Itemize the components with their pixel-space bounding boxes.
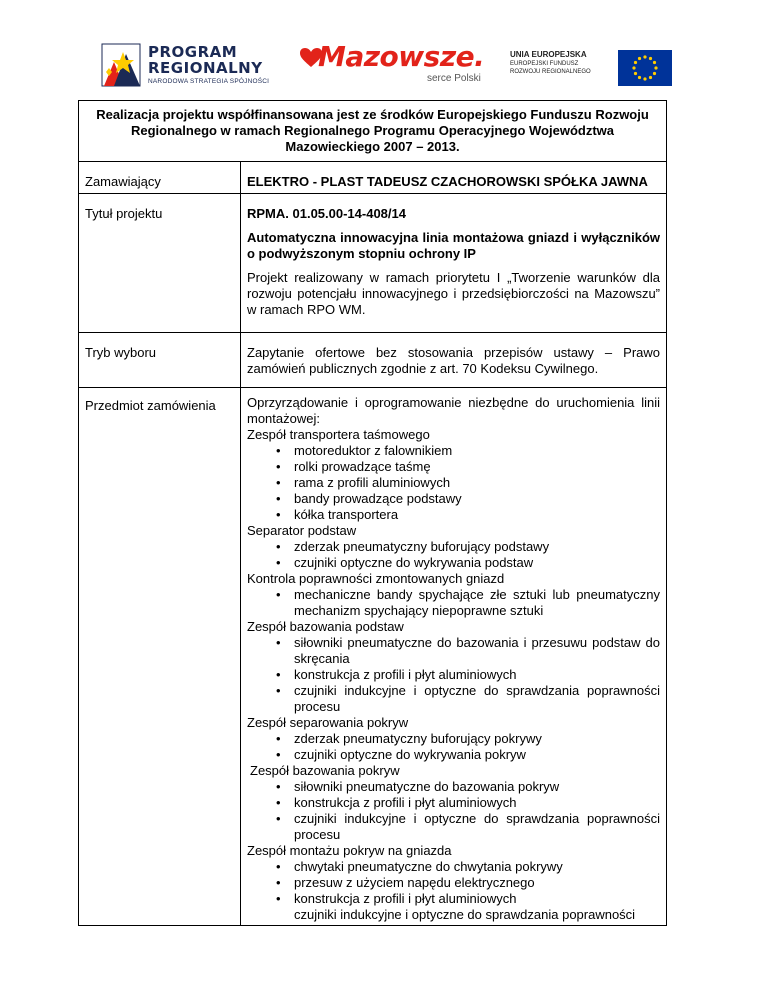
strategy-caption: NARODOWA STRATEGIA SPÓJNOŚCI (148, 78, 270, 85)
group-title: Zespół bazowania podstaw (247, 619, 404, 634)
project-name: Automatyczna innowacyjna linia montażowa gniazd i wyłączników o podwyższonym stopniu ochrony IP (247, 230, 661, 261)
list-item: • siłowniki pneumatyczne do bazowania pokryw (294, 779, 660, 795)
label-tryb: Tryb wyboru (79, 333, 241, 388)
value-zamawiajacy: ELEKTRO - PLAST TADEUSZ CZACHOROWSKI SPÓŁKA JAWNA (241, 162, 667, 194)
label-zamawiajacy: Zamawiający (79, 162, 241, 194)
list-item: • rama z profili aluminiowych (294, 475, 660, 491)
list-item: • konstrukcja z profili i płyt aluminiowych (294, 795, 660, 811)
list-item: • zderzak pneumatyczny buforujący pokrywy (294, 731, 660, 747)
label-tytul: Tytuł projektu (79, 194, 241, 333)
list-item: • czujniki indukcyjne i optyczne do sprawdzania poprawności procesu (294, 811, 660, 843)
list-item: • rolki prowadzące taśmę (294, 459, 660, 475)
program-regionalny-logo (100, 42, 270, 88)
project-number: RPMA. 01.05.00-14-408/14 (247, 206, 406, 221)
list-item: • czujniki optyczne do wykrywania podstaw (294, 555, 660, 571)
eu-line-3: ROZWOJU REGIONALNEGO (510, 69, 591, 75)
list-item: • mechaniczne bandy spychające złe sztuki lub pneumatyczny mechanizm spychający niepoprawne sztuki (294, 587, 660, 619)
eu-flag-icon (618, 50, 672, 86)
list-item: • siłowniki pneumatyczne do bazowania i przesuwu podstaw do skręcania (294, 635, 660, 667)
eu-logo (510, 50, 672, 90)
label-przedmiot: Przedmiot zamówienia (79, 388, 241, 926)
group-items (247, 587, 660, 619)
list-item: • motoreduktor z falownikiem (294, 443, 660, 459)
group-items (247, 443, 660, 523)
row-tryb (79, 333, 667, 388)
row-zamawiajacy (79, 162, 667, 194)
list-item: • czujniki optyczne do wykrywania pokryw (294, 747, 660, 763)
list-item: • czujniki indukcyjne i optyczne do sprawdzania poprawności (294, 907, 660, 925)
eu-text (510, 50, 615, 76)
list-item: • konstrukcja z profili i płyt aluminiowych (294, 891, 660, 907)
przedmiot-intro: Oprzyrządowanie i oprogramowanie niezbędne do uruchomienia linii montażowej: (247, 395, 661, 426)
group-items (247, 635, 660, 715)
list-item: • zderzak pneumatyczny buforujący podstawy (294, 539, 660, 555)
group-title: Zespół separowania pokryw (247, 715, 409, 730)
list-item: • przesuw z użyciem napędu elektrycznego (294, 875, 660, 891)
logo-bar (100, 40, 672, 90)
group-title: Zespół bazowania pokryw (250, 763, 400, 778)
program-title: PROGRAM (148, 43, 238, 61)
list-item: • chwytaki pneumatyczne do chwytania pokrywy (294, 859, 660, 875)
mazowsze-tagline: serce Polski (427, 73, 481, 84)
row-tytul (79, 194, 667, 333)
eu-line-1: UNIA EUROPEJSKA (510, 50, 587, 59)
value-tytul (241, 194, 667, 333)
list-item: • konstrukcja z profili i płyt aluminiowych (294, 667, 660, 683)
group-title: Zespół montażu pokryw na gniazda (247, 843, 452, 858)
group-items (247, 731, 660, 763)
list-item: • czujniki indukcyjne i optyczne do sprawdzania poprawności procesu (294, 683, 660, 715)
group-items (247, 539, 660, 571)
group-items (247, 779, 660, 843)
list-item: • kółka transportera (294, 507, 660, 523)
list-item: • bandy prowadzące podstawy (294, 491, 660, 507)
project-description: Projekt realizowany w ramach priorytetu I „Tworzenie warunków dla rozwoju potencjału innowacyjnego i przedsiębiorczości na Mazowszu” w ramach RPO WM. (247, 270, 661, 317)
group-title: Zespół transportera taśmowego (247, 427, 430, 442)
header-row (79, 101, 667, 162)
row-przedmiot (79, 388, 667, 926)
mazowsze-logo (300, 40, 490, 90)
group-title: Kontrola poprawności zmontowanych gniazd (247, 571, 505, 586)
component-groups (247, 427, 660, 925)
header-cell: Realizacja projektu współfinansowana jest ze środków Europejskiego Funduszu Rozwoju Regionalnego w ramach Regionalnego Programu Operacyjnego Województwa Mazowieckiego 2007 – 2013. (79, 101, 667, 162)
regionalny-title: REGIONALNY (148, 59, 263, 77)
value-przedmiot (241, 388, 667, 926)
mazowsze-wordmark: Mazowsze. (318, 40, 485, 73)
eu-line-2: EUROPEJSKI FUNDUSZ (510, 61, 579, 67)
value-tryb: Zapytanie ofertowe bez stosowania przepisów ustawy – Prawo zamówień publicznych zgodnie z art. 70 Kodeksu Cywilnego. (241, 333, 667, 388)
info-table (78, 100, 667, 926)
group-items (247, 859, 660, 925)
program-regionalny-emblem-icon (100, 42, 142, 88)
group-title: Separator podstaw (247, 523, 357, 538)
